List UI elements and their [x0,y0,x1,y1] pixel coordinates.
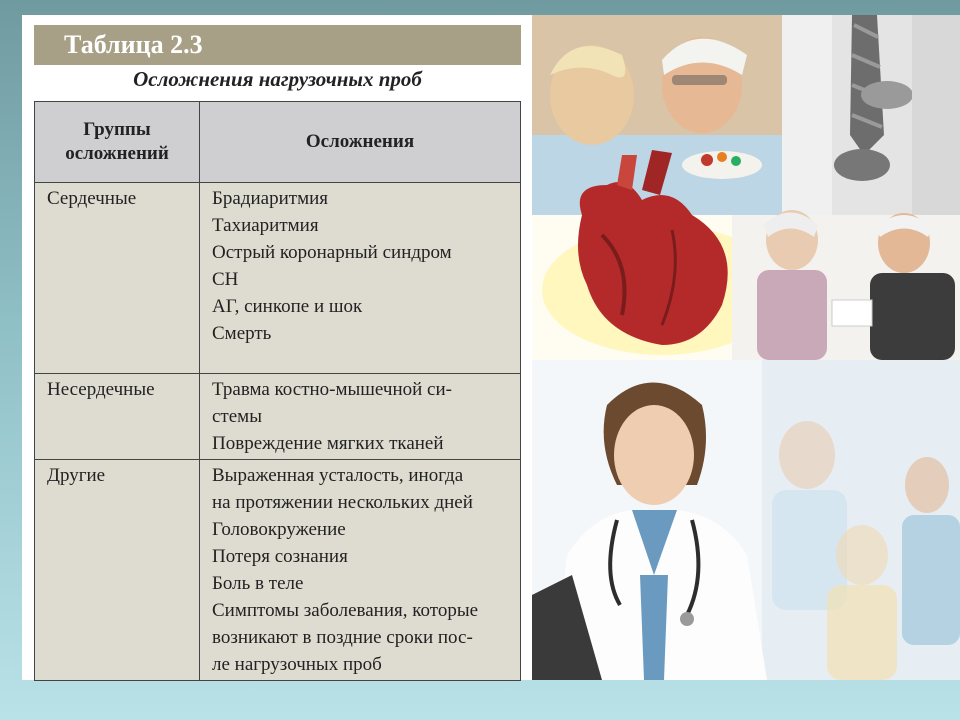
slide [22,15,960,680]
table-header-row [35,102,521,183]
header-groups-line: осложнений [65,143,169,164]
table-row [35,374,521,460]
list-item: на протяжении нескольких дней [212,492,473,513]
list-item: Травма костно-мышечной си- [212,379,452,400]
header-groups-line: Группы [83,119,151,140]
list-item: Повреждение мягких тканей [212,433,444,454]
list-item: Выраженная усталость, иногда [212,465,464,486]
table-row [35,183,521,374]
list-item: Боль в теле [212,573,304,594]
table-subtitle: Осложнения нагрузочных проб [133,67,422,91]
group-noncardiac: Несердечные [35,374,200,460]
list-item: СН [212,269,239,290]
list-item: возникают в поздние сроки пос- [212,627,473,648]
list-item: Брадиаритмия [212,188,329,209]
table-document [22,15,532,680]
header-complications: Осложнения [200,102,521,183]
complications-noncardiac [200,374,521,460]
table-title: Таблица 2.3 [34,25,521,65]
complications-cardiac [200,183,521,374]
list-item: Потеря сознания [212,546,348,567]
list-item: Симптомы заболевания, которые [212,600,479,621]
list-item: ле нагрузочных проб [212,654,382,675]
photo-collage [532,15,960,680]
elderly-couple-reading-photo [732,210,960,360]
header-groups [35,102,200,183]
list-item: Тахиаритмия [212,215,319,236]
list-item: АГ, синкопе и шок [212,296,363,317]
list-item: Смерть [212,323,272,344]
table-row [35,460,521,681]
list-item: стемы [212,406,262,427]
female-doctor-stethoscope-photo [532,360,960,680]
complications-table [34,101,521,681]
list-item: Острый коронарный синдром [212,242,452,263]
group-cardiac: Сердечные [35,183,200,374]
complications-other [200,460,521,681]
group-other: Другие [35,460,200,681]
doctor-holding-tie-photo [782,15,960,215]
photo-collage-svg [532,15,960,680]
list-item: Головокружение [212,519,346,540]
